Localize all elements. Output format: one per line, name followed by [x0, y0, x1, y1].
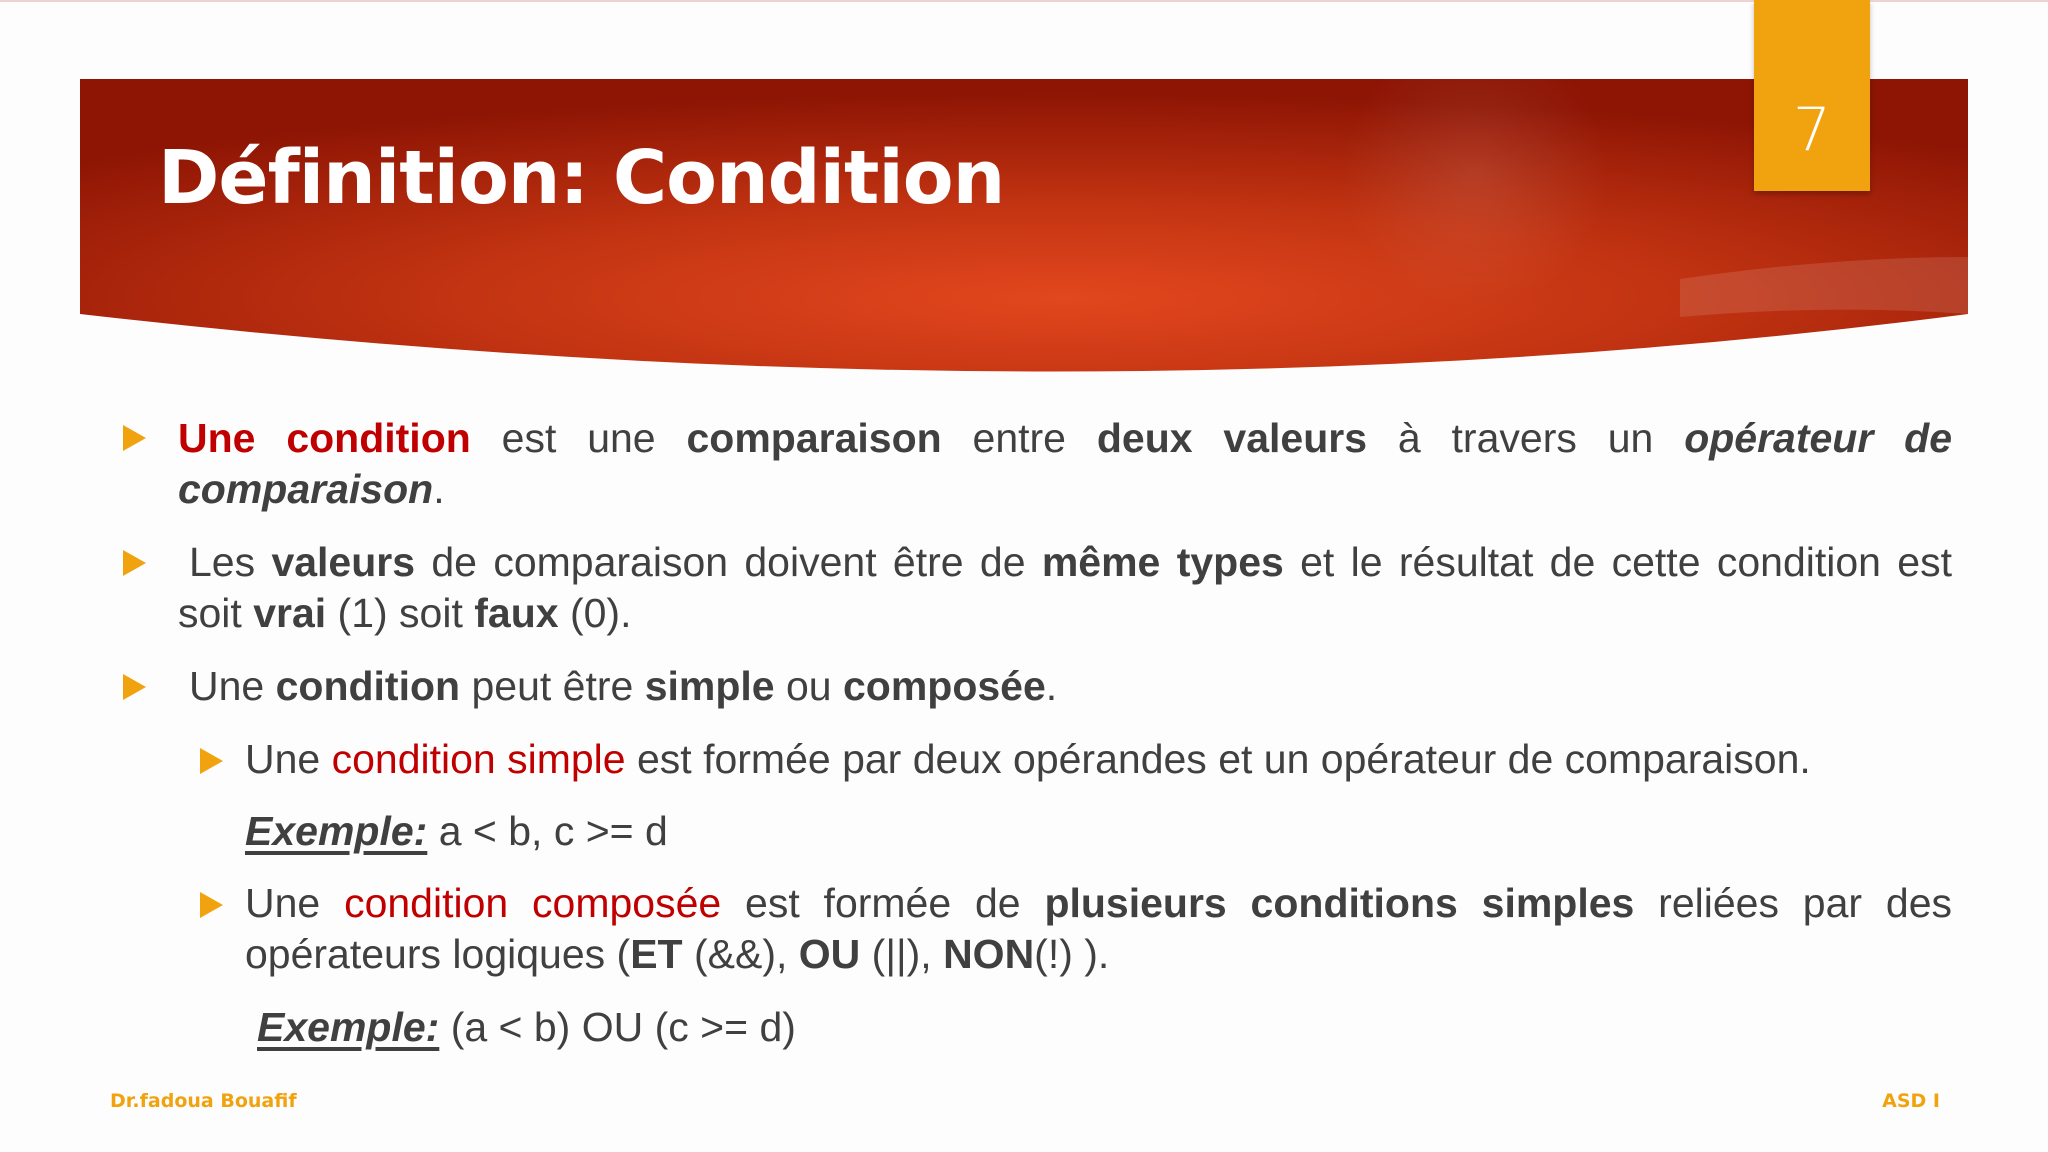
bullet-arrow-icon: [123, 550, 146, 576]
example-line: [245, 806, 1952, 857]
example-text: (a < b) OU (c >= d): [439, 1004, 796, 1050]
footer-course: ASD I: [1882, 1090, 1940, 1112]
bullet-arrow-icon: [123, 674, 146, 700]
slide-title: Définition: Condition: [158, 135, 1005, 221]
sub-bullet-item: Une condition composée est formée de plusieurs conditions simples reliées par des opérateurs logiques (ET (&&), OU (||), NON(!) ).: [245, 880, 1952, 977]
example-text: a < b, c >= d: [427, 808, 668, 854]
bullet-item: Les valeurs de comparaison doivent être de même types et le résultat de cette condition est soit vrai (1) soit faux (0).: [178, 539, 1952, 636]
sub-bullet-arrow-icon: [200, 748, 223, 774]
example-label: Exemple:: [245, 808, 428, 854]
bullet-arrow-icon: [123, 425, 146, 451]
sub-bullet-item: Une condition simple est formée par deux opérandes et un opérateur de comparaison.: [245, 736, 1811, 782]
bullet-item: Une condition est une comparaison entre deux valeurs à travers un opérateur de comparaison.: [178, 415, 1953, 512]
bullet-item: Une condition peut être simple ou composée.: [189, 663, 1058, 709]
sub-bullet-arrow-icon: [200, 892, 223, 918]
title-banner: [80, 79, 1968, 379]
top-border-line: [0, 0, 2048, 2]
example-label: Exemple:: [257, 1004, 440, 1050]
footer-author: Dr.fadoua Bouafif: [110, 1090, 297, 1112]
example-line: [257, 1002, 1964, 1053]
page-number-tab: [1754, 0, 1870, 191]
page-number: 7: [1792, 95, 1832, 165]
